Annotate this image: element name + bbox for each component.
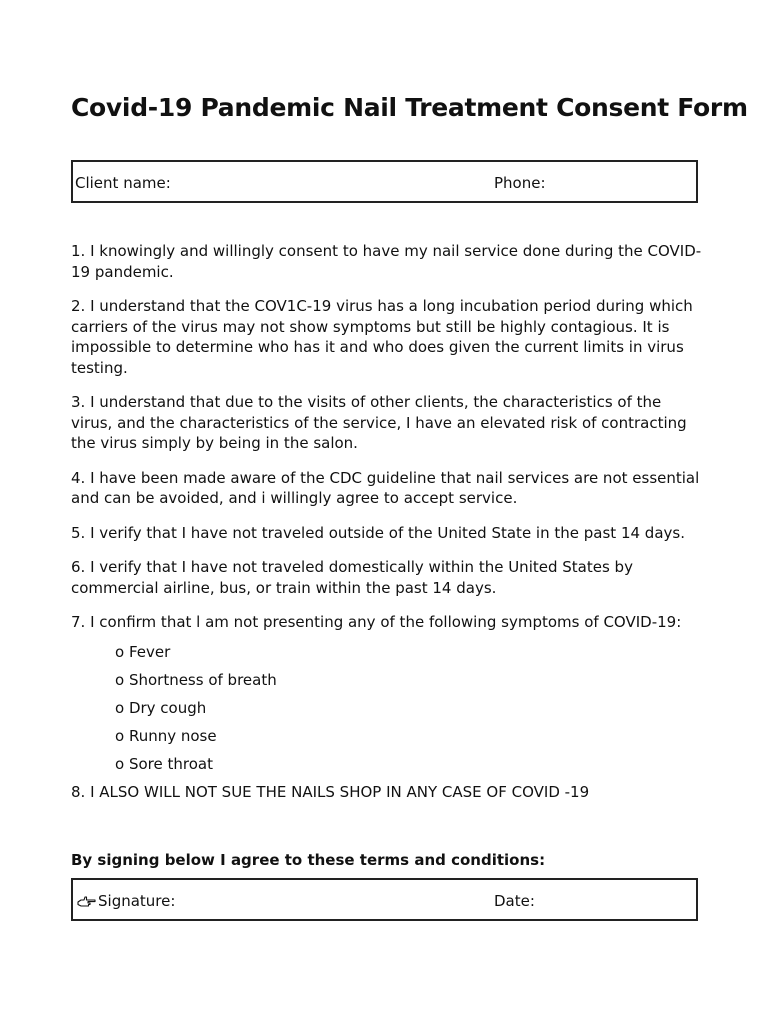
phone-field[interactable]: Phone: [494,174,546,192]
consent-item-4: 4. I have been made aware of the CDC guideline that nail services are not essential and can be avoided, and i willingly agree to accept service. [71,468,700,507]
consent-item-5: 5. I verify that I have not traveled outside of the United State in the past 14 days. [71,523,685,542]
signature-field[interactable] [77,892,175,910]
agreement-statement: By signing below I agree to these terms and conditions: [71,851,546,869]
consent-item-2: 2. I understand that the COV1C-19 virus has a long incubation period during which carriers of the virus may not show symptoms but still be highly contagious. It is impossible to determine who has it and who does given the current limits in virus testing. [71,297,693,377]
signature-label: Signature: [98,892,176,910]
signature-box [71,878,698,921]
pointing-hand-icon [77,894,97,908]
consent-item-1: 1. I knowingly and willingly consent to have my nail service done during the COVID-19 pandemic. [71,242,702,281]
consent-item-8: 8. I ALSO WILL NOT SUE THE NAILS SHOP IN ANY CASE OF COVID -19 [71,782,590,801]
symptom-fever: o Fever [115,642,171,661]
consent-items [71,241,703,816]
symptom-shortness-of-breath: o Shortness of breath [115,670,277,689]
consent-item-6: 6. I verify that I have not traveled domestically within the United States by commercial airline, bus, or train within the past 14 days. [71,558,633,597]
client-name-field[interactable]: Client name: [75,174,171,192]
symptom-runny-nose: o Runny nose [115,726,217,745]
client-info-box [71,160,698,203]
symptom-list [115,638,703,778]
consent-item-7: 7. I confirm that l am not presenting any of the following symptoms of COVID-19: [71,613,682,631]
form-title: Covid-19 Pandemic Nail Treatment Consent Form [71,93,748,122]
consent-item-3: 3. I understand that due to the visits of other clients, the characteristics of the virus, and the characteristics of the service, I have an elevated risk of contracting the virus simply by being in the salon. [71,393,687,452]
symptom-dry-cough: o Dry cough [115,698,207,717]
symptom-sore-throat: o Sore throat [115,754,213,773]
date-field[interactable]: Date: [494,892,535,910]
